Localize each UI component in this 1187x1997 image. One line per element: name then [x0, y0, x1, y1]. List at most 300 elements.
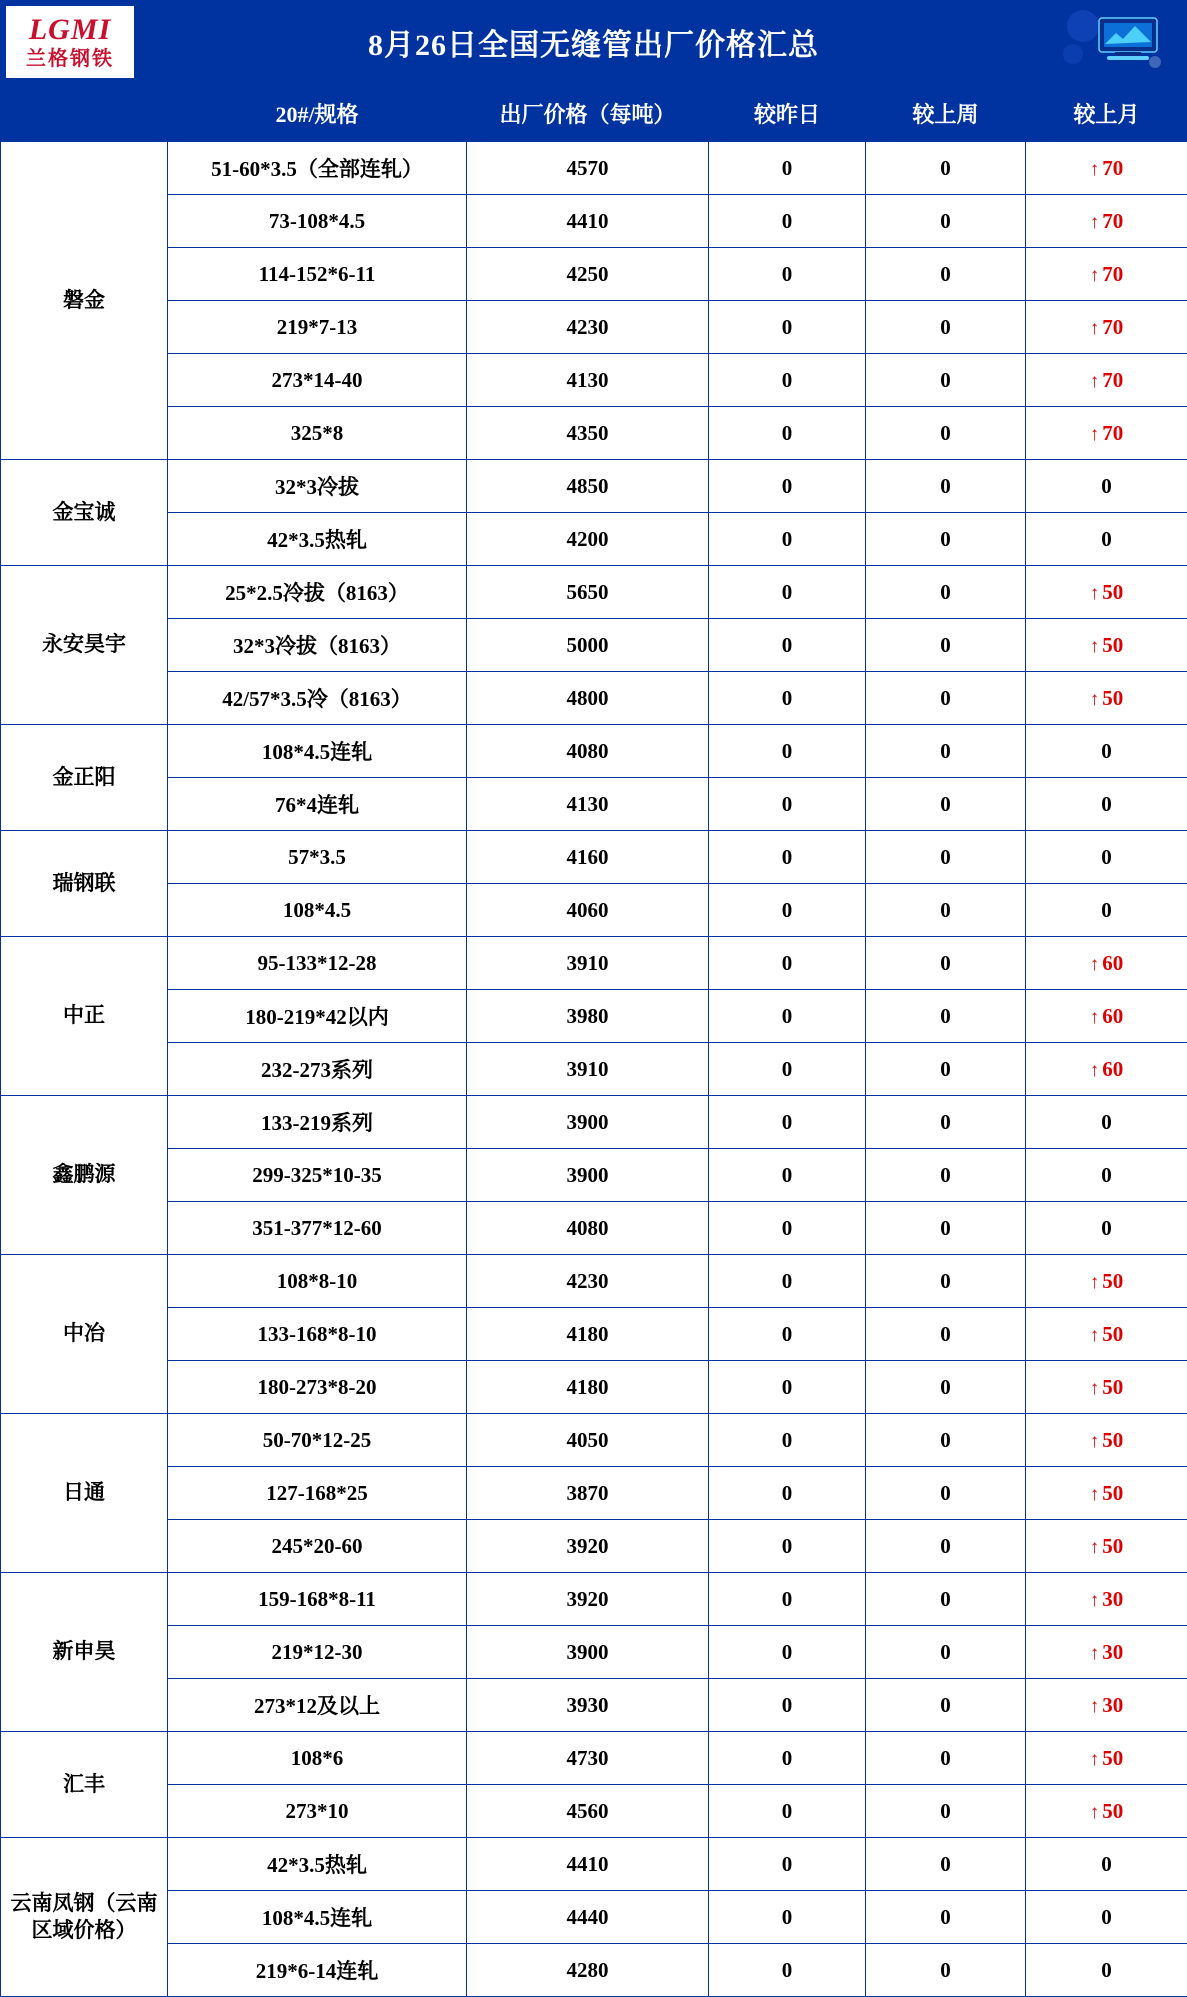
- price-cell: 3980: [467, 990, 709, 1043]
- price-cell: 4130: [467, 778, 709, 831]
- change-vs-yesterday-cell: 0: [709, 1891, 866, 1944]
- change-vs-yesterday-cell: 0: [709, 1414, 866, 1467]
- column-header-price: 出厂价格（每吨）: [467, 85, 709, 142]
- change-vs-lastmonth-cell: [1026, 990, 1187, 1043]
- change-vs-yesterday-cell: 0: [709, 195, 866, 248]
- price-cell: 3910: [467, 1043, 709, 1096]
- table-row: [1, 1679, 1187, 1732]
- mill-name-cell: 磐金: [1, 142, 168, 460]
- spec-cell: 159-168*8-11: [168, 1573, 467, 1626]
- price-table: [0, 84, 1187, 1997]
- spec-cell: 108*6: [168, 1732, 467, 1785]
- table-row: [1, 1944, 1187, 1997]
- price-cell: 4570: [467, 142, 709, 195]
- price-up-indicator: [1090, 1534, 1124, 1558]
- change-vs-lastweek-cell: 0: [866, 831, 1026, 884]
- table-header-row: [1, 85, 1187, 142]
- change-vs-yesterday-cell: 0: [709, 1255, 866, 1308]
- table-row: [1, 1096, 1187, 1149]
- spec-cell: 273*12及以上: [168, 1679, 467, 1732]
- table-row: [1, 619, 1187, 672]
- arrow-up-icon: ↑: [1090, 1749, 1103, 1770]
- change-vs-lastweek-cell: 0: [866, 1573, 1026, 1626]
- spec-cell: 299-325*10-35: [168, 1149, 467, 1202]
- price-cell: 4200: [467, 513, 709, 566]
- spec-cell: 273*10: [168, 1785, 467, 1838]
- table-row: [1, 195, 1187, 248]
- change-value: 70: [1102, 368, 1123, 392]
- change-vs-yesterday-cell: 0: [709, 301, 866, 354]
- mill-name-cell: 中冶: [1, 1255, 168, 1414]
- price-cell: 3920: [467, 1520, 709, 1573]
- spec-cell: 219*7-13: [168, 301, 467, 354]
- change-vs-lastmonth-cell: [1026, 1626, 1187, 1679]
- change-value: 70: [1102, 156, 1123, 180]
- change-vs-lastmonth-cell: 0: [1026, 1838, 1187, 1891]
- change-vs-lastmonth-cell: [1026, 301, 1187, 354]
- change-value: 50: [1102, 1799, 1123, 1823]
- price-cell: 3900: [467, 1149, 709, 1202]
- change-vs-lastmonth-cell: 0: [1026, 778, 1187, 831]
- mill-name-cell: 云南凤钢（云南区域价格）: [1, 1838, 168, 1997]
- price-cell: 4050: [467, 1414, 709, 1467]
- price-cell: 4560: [467, 1785, 709, 1838]
- change-vs-lastmonth-cell: [1026, 1255, 1187, 1308]
- spec-cell: 232-273系列: [168, 1043, 467, 1096]
- spec-cell: 57*3.5: [168, 831, 467, 884]
- table-row: [1, 1467, 1187, 1520]
- arrow-up-icon: ↑: [1090, 1431, 1103, 1452]
- change-vs-lastmonth-cell: 0: [1026, 831, 1187, 884]
- price-up-indicator: [1090, 262, 1124, 286]
- table-row: [1, 778, 1187, 831]
- change-vs-yesterday-cell: 0: [709, 1096, 866, 1149]
- spec-cell: 108*4.5连轧: [168, 725, 467, 778]
- decorative-graphic-icon: [1059, 8, 1169, 76]
- spec-cell: 273*14-40: [168, 354, 467, 407]
- change-vs-lastmonth-cell: [1026, 672, 1187, 725]
- table-row: [1, 513, 1187, 566]
- table-row: [1, 248, 1187, 301]
- price-cell: 4160: [467, 831, 709, 884]
- change-vs-lastweek-cell: 0: [866, 1255, 1026, 1308]
- column-header-vs-yesterday: 较昨日: [709, 85, 866, 142]
- change-vs-lastweek-cell: 0: [866, 1520, 1026, 1573]
- change-value: 50: [1102, 1746, 1123, 1770]
- spec-cell: 219*12-30: [168, 1626, 467, 1679]
- price-cell: 4850: [467, 460, 709, 513]
- change-value: 50: [1102, 1269, 1123, 1293]
- spec-cell: 114-152*6-11: [168, 248, 467, 301]
- price-cell: 3910: [467, 937, 709, 990]
- change-value: 30: [1102, 1587, 1123, 1611]
- spec-cell: 180-273*8-20: [168, 1361, 467, 1414]
- price-up-indicator: [1090, 1481, 1124, 1505]
- change-vs-yesterday-cell: 0: [709, 619, 866, 672]
- change-vs-lastmonth-cell: 0: [1026, 1149, 1187, 1202]
- change-value: 50: [1102, 1322, 1123, 1346]
- change-vs-yesterday-cell: 0: [709, 1308, 866, 1361]
- table-row: [1, 1785, 1187, 1838]
- change-vs-lastmonth-cell: [1026, 195, 1187, 248]
- table-row: [1, 1891, 1187, 1944]
- change-vs-lastmonth-cell: 0: [1026, 1944, 1187, 1997]
- spec-cell: 42*3.5热轧: [168, 513, 467, 566]
- table-row: [1, 831, 1187, 884]
- spec-cell: 325*8: [168, 407, 467, 460]
- change-vs-lastmonth-cell: [1026, 407, 1187, 460]
- price-up-indicator: [1090, 368, 1124, 392]
- change-vs-lastmonth-cell: [1026, 937, 1187, 990]
- change-vs-yesterday-cell: 0: [709, 1732, 866, 1785]
- change-vs-lastweek-cell: 0: [866, 672, 1026, 725]
- change-vs-lastweek-cell: 0: [866, 937, 1026, 990]
- price-cell: 3920: [467, 1573, 709, 1626]
- table-row: [1, 1626, 1187, 1679]
- change-vs-lastmonth-cell: [1026, 1732, 1187, 1785]
- spec-cell: 127-168*25: [168, 1467, 467, 1520]
- price-cell: 4280: [467, 1944, 709, 1997]
- table-row: [1, 460, 1187, 513]
- price-cell: 4350: [467, 407, 709, 460]
- change-vs-yesterday-cell: 0: [709, 990, 866, 1043]
- change-vs-yesterday-cell: 0: [709, 884, 866, 937]
- change-vs-lastweek-cell: 0: [866, 142, 1026, 195]
- change-vs-lastweek-cell: 0: [866, 884, 1026, 937]
- price-cell: 5000: [467, 619, 709, 672]
- price-cell: 3900: [467, 1096, 709, 1149]
- change-vs-lastmonth-cell: [1026, 1361, 1187, 1414]
- price-cell: 3930: [467, 1679, 709, 1732]
- price-cell: 4250: [467, 248, 709, 301]
- change-vs-yesterday-cell: 0: [709, 1626, 866, 1679]
- change-vs-yesterday-cell: 0: [709, 1467, 866, 1520]
- table-row: [1, 725, 1187, 778]
- price-cell: 5650: [467, 566, 709, 619]
- change-vs-yesterday-cell: 0: [709, 248, 866, 301]
- price-cell: 4410: [467, 1838, 709, 1891]
- arrow-up-icon: ↑: [1090, 424, 1103, 445]
- table-row: [1, 142, 1187, 195]
- change-vs-lastweek-cell: 0: [866, 1308, 1026, 1361]
- price-up-indicator: [1090, 1746, 1124, 1770]
- change-value: 70: [1102, 315, 1123, 339]
- change-value: 30: [1102, 1693, 1123, 1717]
- change-vs-lastmonth-cell: [1026, 1520, 1187, 1573]
- price-up-indicator: [1090, 1004, 1124, 1028]
- table-row: [1, 1414, 1187, 1467]
- table-row: [1, 672, 1187, 725]
- spec-cell: 108*4.5连轧: [168, 1891, 467, 1944]
- price-up-indicator: [1090, 1640, 1124, 1664]
- mill-name-cell: 汇丰: [1, 1732, 168, 1838]
- table-row: [1, 566, 1187, 619]
- change-vs-yesterday-cell: 0: [709, 142, 866, 195]
- column-header-vs-lastmonth: 较上月: [1026, 85, 1187, 142]
- change-vs-yesterday-cell: 0: [709, 407, 866, 460]
- change-vs-yesterday-cell: 0: [709, 778, 866, 831]
- mill-name-cell: 金正阳: [1, 725, 168, 831]
- change-vs-yesterday-cell: 0: [709, 1679, 866, 1732]
- change-vs-lastmonth-cell: [1026, 354, 1187, 407]
- change-vs-lastmonth-cell: [1026, 1308, 1187, 1361]
- change-vs-lastmonth-cell: [1026, 619, 1187, 672]
- price-up-indicator: [1090, 1428, 1124, 1452]
- price-cell: 4410: [467, 195, 709, 248]
- change-vs-yesterday-cell: 0: [709, 1944, 866, 1997]
- table-row: [1, 1255, 1187, 1308]
- spec-cell: 108*4.5: [168, 884, 467, 937]
- page-header: [0, 0, 1187, 84]
- price-up-indicator: [1090, 1322, 1124, 1346]
- change-vs-yesterday-cell: 0: [709, 1149, 866, 1202]
- spec-cell: 108*8-10: [168, 1255, 467, 1308]
- arrow-up-icon: ↑: [1090, 1802, 1103, 1823]
- change-vs-yesterday-cell: 0: [709, 1785, 866, 1838]
- logo-chinese-text: 兰格钢铁: [26, 49, 114, 69]
- change-vs-yesterday-cell: 0: [709, 566, 866, 619]
- change-vs-lastweek-cell: 0: [866, 1785, 1026, 1838]
- table-row: [1, 1838, 1187, 1891]
- change-vs-lastweek-cell: 0: [866, 1891, 1026, 1944]
- table-row: [1, 937, 1187, 990]
- change-vs-yesterday-cell: 0: [709, 937, 866, 990]
- change-vs-lastmonth-cell: [1026, 248, 1187, 301]
- change-vs-yesterday-cell: 0: [709, 672, 866, 725]
- change-vs-lastweek-cell: 0: [866, 725, 1026, 778]
- table-row: [1, 354, 1187, 407]
- price-cell: 4180: [467, 1308, 709, 1361]
- spec-cell: 50-70*12-25: [168, 1414, 467, 1467]
- change-vs-lastweek-cell: 0: [866, 990, 1026, 1043]
- change-vs-lastmonth-cell: [1026, 1043, 1187, 1096]
- spec-cell: 42/57*3.5冷（8163）: [168, 672, 467, 725]
- spec-cell: 351-377*12-60: [168, 1202, 467, 1255]
- change-vs-lastweek-cell: 0: [866, 566, 1026, 619]
- price-up-indicator: [1090, 686, 1124, 710]
- mill-name-cell: 中正: [1, 937, 168, 1096]
- table-row: [1, 1732, 1187, 1785]
- change-vs-lastmonth-cell: 0: [1026, 513, 1187, 566]
- spec-cell: 219*6-14连轧: [168, 1944, 467, 1997]
- arrow-up-icon: ↑: [1090, 1272, 1103, 1293]
- table-row: [1, 1149, 1187, 1202]
- change-vs-lastweek-cell: 0: [866, 354, 1026, 407]
- change-vs-lastweek-cell: 0: [866, 1096, 1026, 1149]
- change-vs-lastmonth-cell: [1026, 1467, 1187, 1520]
- logo-mark-text: LGMI: [29, 15, 111, 45]
- spec-cell: 51-60*3.5（全部连轧）: [168, 142, 467, 195]
- change-vs-lastweek-cell: 0: [866, 1414, 1026, 1467]
- arrow-up-icon: ↑: [1090, 636, 1103, 657]
- lange-steel-logo: [6, 6, 134, 78]
- change-value: 70: [1102, 209, 1123, 233]
- change-value: 30: [1102, 1640, 1123, 1664]
- change-vs-lastmonth-cell: [1026, 1785, 1187, 1838]
- arrow-up-icon: ↑: [1090, 689, 1103, 710]
- mill-name-cell: 新申昊: [1, 1573, 168, 1732]
- change-vs-lastweek-cell: 0: [866, 1679, 1026, 1732]
- change-value: 50: [1102, 1428, 1123, 1452]
- arrow-up-icon: ↑: [1090, 1484, 1103, 1505]
- price-up-indicator: [1090, 156, 1124, 180]
- change-value: 50: [1102, 1481, 1123, 1505]
- change-vs-lastweek-cell: 0: [866, 1467, 1026, 1520]
- table-row: [1, 1520, 1187, 1573]
- spec-cell: 73-108*4.5: [168, 195, 467, 248]
- spec-cell: 42*3.5热轧: [168, 1838, 467, 1891]
- price-up-indicator: [1090, 580, 1124, 604]
- change-vs-lastweek-cell: 0: [866, 1732, 1026, 1785]
- change-vs-yesterday-cell: 0: [709, 1838, 866, 1891]
- change-vs-lastmonth-cell: [1026, 1679, 1187, 1732]
- change-vs-lastweek-cell: 0: [866, 1838, 1026, 1891]
- spec-cell: 76*4连轧: [168, 778, 467, 831]
- change-vs-yesterday-cell: 0: [709, 1520, 866, 1573]
- price-up-indicator: [1090, 421, 1124, 445]
- mill-name-cell: 金宝诚: [1, 460, 168, 566]
- arrow-up-icon: ↑: [1090, 1590, 1103, 1611]
- spec-cell: 95-133*12-28: [168, 937, 467, 990]
- price-cell: 4730: [467, 1732, 709, 1785]
- change-vs-lastweek-cell: 0: [866, 301, 1026, 354]
- change-vs-lastweek-cell: 0: [866, 1626, 1026, 1679]
- price-up-indicator: [1090, 633, 1124, 657]
- change-vs-yesterday-cell: 0: [709, 725, 866, 778]
- price-cell: 3870: [467, 1467, 709, 1520]
- change-value: 60: [1102, 951, 1123, 975]
- change-value: 50: [1102, 1534, 1123, 1558]
- price-cell: 4180: [467, 1361, 709, 1414]
- mill-name-cell: 瑞钢联: [1, 831, 168, 937]
- price-cell: 4440: [467, 1891, 709, 1944]
- price-up-indicator: [1090, 209, 1124, 233]
- change-vs-yesterday-cell: 0: [709, 1361, 866, 1414]
- price-cell: 4080: [467, 725, 709, 778]
- change-vs-yesterday-cell: 0: [709, 1573, 866, 1626]
- change-vs-lastweek-cell: 0: [866, 513, 1026, 566]
- column-header-mill: [1, 85, 168, 142]
- change-vs-lastweek-cell: 0: [866, 778, 1026, 831]
- spec-cell: 133-168*8-10: [168, 1308, 467, 1361]
- price-up-indicator: [1090, 1057, 1124, 1081]
- arrow-up-icon: ↑: [1090, 1378, 1103, 1399]
- change-vs-lastweek-cell: 0: [866, 195, 1026, 248]
- price-cell: 4800: [467, 672, 709, 725]
- table-row: [1, 1043, 1187, 1096]
- change-vs-lastweek-cell: 0: [866, 407, 1026, 460]
- mill-name-cell: 日通: [1, 1414, 168, 1573]
- change-vs-lastmonth-cell: 0: [1026, 1891, 1187, 1944]
- change-vs-lastmonth-cell: [1026, 1414, 1187, 1467]
- spec-cell: 25*2.5冷拔（8163）: [168, 566, 467, 619]
- price-cell: 3900: [467, 1626, 709, 1679]
- arrow-up-icon: ↑: [1090, 583, 1103, 604]
- change-vs-lastweek-cell: 0: [866, 1361, 1026, 1414]
- price-cell: 4230: [467, 301, 709, 354]
- arrow-up-icon: ↑: [1090, 1325, 1103, 1346]
- change-vs-yesterday-cell: 0: [709, 1202, 866, 1255]
- change-vs-lastweek-cell: 0: [866, 248, 1026, 301]
- price-up-indicator: [1090, 315, 1124, 339]
- change-vs-yesterday-cell: 0: [709, 354, 866, 407]
- arrow-up-icon: ↑: [1090, 954, 1103, 975]
- change-value: 60: [1102, 1057, 1123, 1081]
- table-row: [1, 1361, 1187, 1414]
- price-up-indicator: [1090, 1375, 1124, 1399]
- change-vs-lastweek-cell: 0: [866, 619, 1026, 672]
- arrow-up-icon: ↑: [1090, 265, 1103, 286]
- arrow-up-icon: ↑: [1090, 1643, 1103, 1664]
- mill-name-cell: 鑫鹏源: [1, 1096, 168, 1255]
- arrow-up-icon: ↑: [1090, 1537, 1103, 1558]
- change-value: 50: [1102, 580, 1123, 604]
- change-vs-lastmonth-cell: 0: [1026, 1096, 1187, 1149]
- change-vs-yesterday-cell: 0: [709, 460, 866, 513]
- table-row: [1, 990, 1187, 1043]
- spec-cell: 133-219系列: [168, 1096, 467, 1149]
- change-vs-lastweek-cell: 0: [866, 1149, 1026, 1202]
- mill-name-cell: 永安昊宇: [1, 566, 168, 725]
- spec-cell: 32*3冷拔: [168, 460, 467, 513]
- arrow-up-icon: ↑: [1090, 371, 1103, 392]
- change-value: 50: [1102, 686, 1123, 710]
- change-value: 50: [1102, 1375, 1123, 1399]
- change-vs-lastmonth-cell: [1026, 1573, 1187, 1626]
- change-vs-yesterday-cell: 0: [709, 831, 866, 884]
- table-row: [1, 1308, 1187, 1361]
- change-vs-lastmonth-cell: 0: [1026, 460, 1187, 513]
- change-vs-lastmonth-cell: [1026, 566, 1187, 619]
- page-title: 8月26日全国无缝管出厂价格汇总: [368, 20, 819, 64]
- price-up-indicator: [1090, 1799, 1124, 1823]
- price-cell: 4080: [467, 1202, 709, 1255]
- change-vs-lastweek-cell: 0: [866, 1043, 1026, 1096]
- table-row: [1, 1202, 1187, 1255]
- change-vs-yesterday-cell: 0: [709, 513, 866, 566]
- change-vs-lastweek-cell: 0: [866, 1202, 1026, 1255]
- arrow-up-icon: ↑: [1090, 318, 1103, 339]
- column-header-spec: 20#/规格: [168, 85, 467, 142]
- table-row: [1, 884, 1187, 937]
- table-row: [1, 407, 1187, 460]
- arrow-up-icon: ↑: [1090, 159, 1103, 180]
- price-cell: 4060: [467, 884, 709, 937]
- price-up-indicator: [1090, 1269, 1124, 1293]
- spec-cell: 32*3冷拔（8163）: [168, 619, 467, 672]
- arrow-up-icon: ↑: [1090, 1007, 1103, 1028]
- price-up-indicator: [1090, 1693, 1124, 1717]
- price-cell: 4230: [467, 1255, 709, 1308]
- table-row: [1, 301, 1187, 354]
- change-vs-lastmonth-cell: [1026, 142, 1187, 195]
- column-header-vs-lastweek: 较上周: [866, 85, 1026, 142]
- spec-cell: 245*20-60: [168, 1520, 467, 1573]
- change-vs-yesterday-cell: 0: [709, 1043, 866, 1096]
- change-value: 50: [1102, 633, 1123, 657]
- price-up-indicator: [1090, 1587, 1124, 1611]
- price-up-indicator: [1090, 951, 1124, 975]
- change-vs-lastmonth-cell: 0: [1026, 725, 1187, 778]
- change-vs-lastweek-cell: 0: [866, 1944, 1026, 1997]
- table-row: [1, 1573, 1187, 1626]
- change-vs-lastmonth-cell: 0: [1026, 1202, 1187, 1255]
- table-body: [1, 142, 1187, 1997]
- change-value: 70: [1102, 262, 1123, 286]
- arrow-up-icon: ↑: [1090, 212, 1103, 233]
- spec-cell: 180-219*42以内: [168, 990, 467, 1043]
- arrow-up-icon: ↑: [1090, 1060, 1103, 1081]
